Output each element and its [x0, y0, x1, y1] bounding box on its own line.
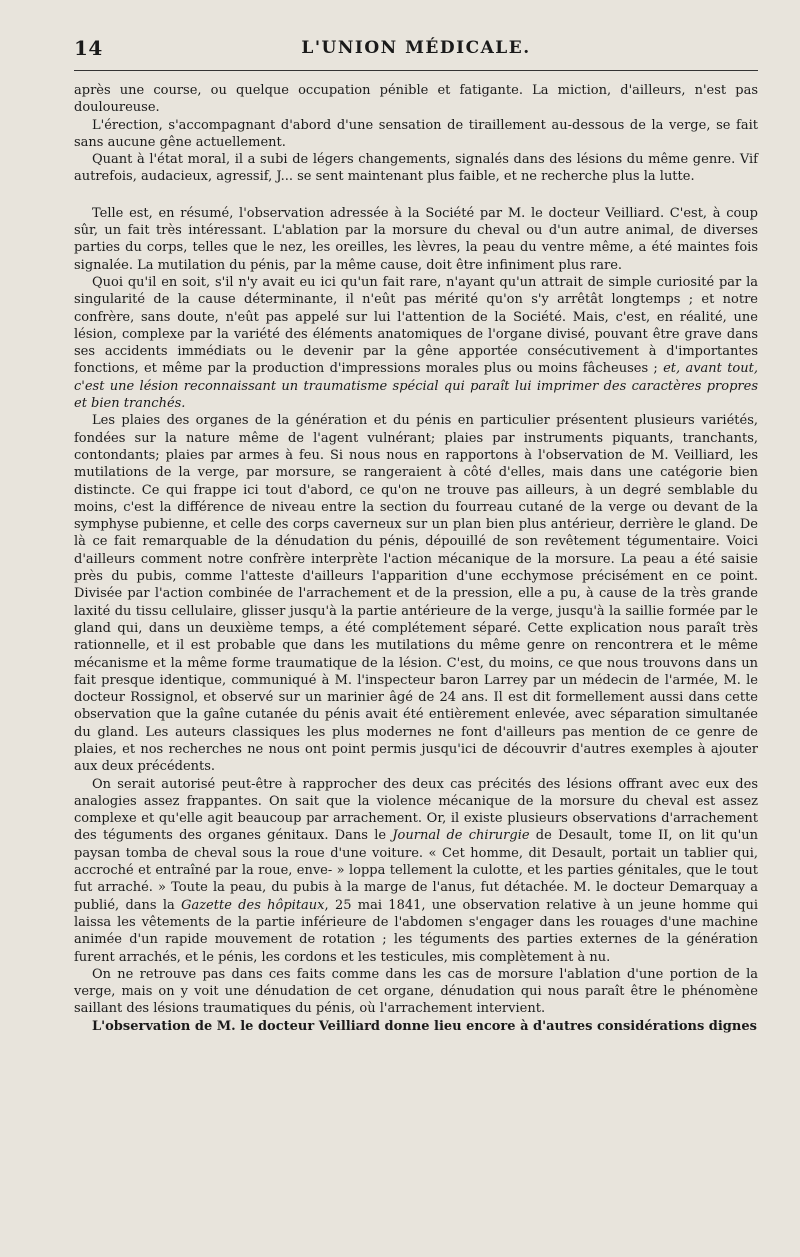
- journal-title: Journal de chirurgie: [392, 828, 530, 844]
- paragraph: On ne retrouve pas dans ces faits comme dans les cas de morsure l'ablation d'une portion de la verge, mais on y voit une dénudation de cet organe, dénudation qui nous paraît être le phénomène saillant des lésions traumatiques du pénis, où l'arrachement intervient.: [74, 966, 758, 1017]
- body-text: [74, 82, 758, 1035]
- paragraph-text: , 25 mai 1841, une observation relative à un jeune homme qui laissa les vêtements de la partie inférieure de l'abdomen s'engager dans les rouages d'une machine animée d'un rapide mouvement de rotation ; les téguments des parties externes de la génération furent arrachés, et le pénis, les cordons et les testicules, mis complètement à nu.: [74, 897, 758, 965]
- paragraph: Quant à l'état moral, il a subi de légers changements, signalés dans des lésions du même genre. Vif autrefois, audacieux, agressif, J... se sent maintenant plus faible, et ne recherche plus la lutte.: [74, 152, 758, 185]
- page-header: [74, 34, 758, 71]
- paragraph: [74, 776, 758, 966]
- paragraph-text: de Desault, tome II, on lit qu'un paysan tomba de cheval sous la roue d'une voiture. « Cet homme, dit Desault, portait un tablier qui, accroché et entraîné par la roue, enve- » loppa tellement la culotte, et les parties génitales, que le tout fut arraché. » Toute la peau, du pubis à la marge de l'anus, fut détachée. M. le docteur Demarquay a publié, dans la: [74, 828, 758, 913]
- running-head: L'UNION MÉDICALE.: [301, 38, 531, 58]
- paragraph: L'érection, s'accompagnant d'abord d'une sensation de tiraillement au-dessous de la verge, se fait sans aucune gêne actuellement.: [74, 117, 758, 150]
- paragraph: [74, 274, 758, 412]
- paragraph: Telle est, en résumé, l'observation adressée à la Société par M. le docteur Veilliard. C'est, à coup sûr, un fait très intéressant. L'ablation par la morsure du cheval ou d'un autre animal, de diverses parties du corps, telles que le nez, les oreilles, les lèvres, la peau du ventre même, a été maintes fois signalée. La mutilation du pénis, par la même cause, doit être infiniment plus rare.: [74, 205, 758, 273]
- page-number: 14: [74, 36, 103, 60]
- paragraph-text: On serait autorisé peut-être à rapprocher des deux cas précités des lésions offrant avec eux des analogies assez frappantes. On sait que la violence mécanique de la morsure du cheval est assez complexe et qu'elle agit beaucoup par arrachement. Or, il existe plusieurs observations d'arrachement des téguments des organes génitaux. Dans le: [74, 776, 758, 844]
- italic-text: et, avant tout, c'est une lésion reconnaissant un traumatisme spécial qui paraît lui imprimer des caractères propres et bien tranchés.: [74, 361, 758, 412]
- paragraph-text: Quoi qu'il en soit, s'il n'y avait eu ici qu'un fait rare, n'ayant qu'un attrait de simple curiosité par la singularité de la cause déterminante, il n'eût pas mérité qu'on s'y arrêtât longtemps ; et notre confrère, sans doute, n'eût pas appelé sur lui l'attention de la Société. Mais, c'est, en réalité, une lésion, complexe par la variété des éléments anatomiques de l'organe divisé, pouvant être grave dans ses accidents immédiats ou le devenir par la gêne apportée consécutivement à d'importantes fonctions, et même par la production d'impressions morales plus ou moins fâcheuses ;: [74, 274, 758, 377]
- paragraph: après une course, ou quelque occupation pénible et fatigante. La miction, d'ailleurs, n'est pas douloureuse.: [74, 83, 758, 116]
- paragraph: L'observation de M. le docteur Veilliard donne lieu encore à d'autres considérations dignes: [92, 1018, 757, 1034]
- gazette-title: Gazette des hôpitaux: [181, 897, 325, 913]
- paragraph: Les plaies des organes de la génération et du pénis en particulier présentent plusieurs variétés, fondées sur la nature même de l'agent vulnérant; plaies par instruments piquants, tranchants, contondants; plaies par armes à feu. Si nous nous en rapportons à l'observation de M. Veilliard, les mutilations de la verge, par morsure, se rangeraient à côté d'elles, mais dans une catégorie bien distincte. Ce qui frappe ici tout d'abord, ce qu'on ne trouve pas ailleurs, à un degré semblable du moins, c'est la différence de niveau entre la section du fourreau cutané de la verge ou devant de la symphyse pubienne, et celle des corps caverneux sur un plan bien plus antérieur, derrière le gland. De là ce fait remarquable de la dénudation du pénis, dépouillé de son revêtement tégumentaire. Voici d'ailleurs comment notre confrère interprète l'action mécanique de la morsure. La peau a été saisie près du pubis, comme l'atteste d'ailleurs l'apparition d'une ecchymose précisément en ce point. Divisée par l'action combinée de l'arrachement et de la pression, elle a pu, à cause de la très grande laxité du tissu cellulaire, glisser jusqu'à la partie antérieure de la verge, jusqu'à la saillie formée par le gland qui, dans un deuxième temps, a été complétement séparé. Cette explication nous paraît très rationnelle, et il est probable que dans les mutilations du même genre on rencontrera et le même mécanisme et la même forme traumatique de la lésion. C'est, du moins, ce que nous trouvons dans un fait presque identique, communiqué à M. l'inspecteur baron Larrey par un médecin de l'armée, M. le docteur Rossignol, et observé sur un marinier âgé de 24 ans. Il est dit formellement aussi dans cette observation que la gaîne cutanée du pénis avait été entièrement enlevée, avec séparation simultanée du gland. Les auteurs classiques les plus modernes ne font d'ailleurs pas mention de ce genre de plaies, et nos recherches ne nous ont point permis jusqu'ici de découvrir d'autres exemples à ajouter aux deux précédents.: [74, 413, 758, 775]
